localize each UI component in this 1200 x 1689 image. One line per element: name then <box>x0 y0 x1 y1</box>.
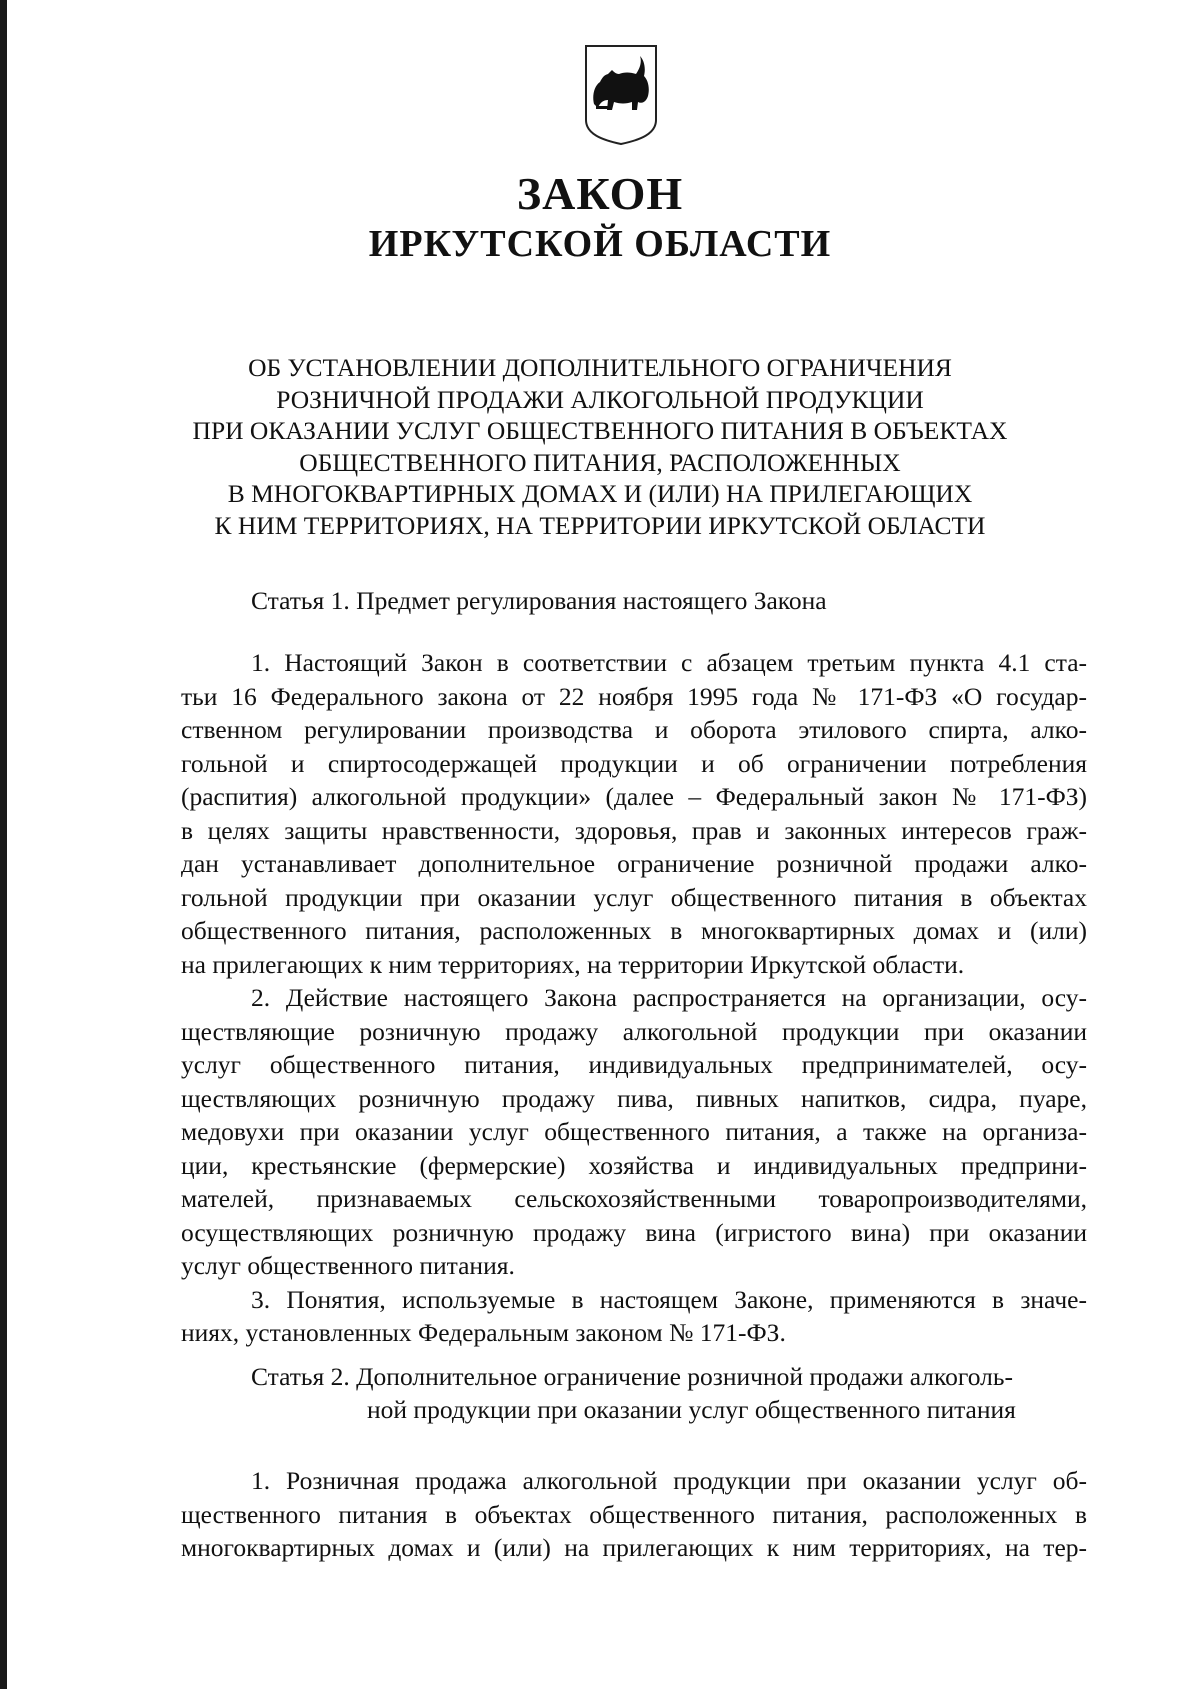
text-line: медовухи при оказании услуг общественного питания, а также на организа- <box>181 1117 1087 1146</box>
subject-line: ОБЩЕСТВЕННОГО ПИТАНИЯ, РАСПОЛОЖЕННЫХ <box>299 447 901 477</box>
text-line: общественного питания, расположенных в многоквартирных домах и (или) <box>181 916 1087 945</box>
article-2-heading <box>251 1360 1016 1426</box>
text-line: ции, крестьянские (фермерские) хозяйства и индивидуальных предприни- <box>181 1150 1087 1180</box>
text-line: услуг общественного питания, индивидуальных предпринимателей, осу- <box>181 1050 1087 1079</box>
text-line: на прилегающих к ним территориях, на территории Иркутской области. <box>181 949 965 979</box>
text-line: 3. Понятия, используемые в настоящем Законе, применяются в значе- <box>251 1284 1087 1314</box>
article-2-heading-line: ной продукции при оказании услуг общественного питания <box>367 1395 1016 1424</box>
text-line: гольной продукции при оказании услуг общественного питания в объектах <box>181 882 1087 912</box>
text-line: 1. Настоящий Закон в соответствии с абзацем третьим пункта 4.1 ста- <box>251 648 1087 677</box>
subject-line: В МНОГОКВАРТИРНЫХ ДОМАХ И (ИЛИ) НА ПРИЛЕГАЮЩИХ <box>227 479 973 508</box>
subject-line: К НИМ ТЕРРИТОРИЯХ, НА ТЕРРИТОРИИ ИРКУТСКОЙ ОБЛАСТИ <box>214 510 986 540</box>
law-region: ИРКУТСКОЙ ОБЛАСТИ <box>368 223 832 265</box>
text-line: гольной и спиртосодержащей продукции и об ограничении потребления <box>181 748 1087 778</box>
text-line: осуществляющих розничную продажу вина (игристого вина) при оказании <box>181 1217 1087 1247</box>
article-2-body <box>181 1464 1087 1565</box>
text-line: 2. Действие настоящего Закона распространяется на организации, осу- <box>251 983 1087 1012</box>
text-line: в целях защиты нравственности, здоровья, прав и законных интересов граж- <box>181 815 1087 845</box>
text-line: многоквартирных домах и (или) на прилегающих к ним территориях, на тер- <box>181 1533 1087 1562</box>
text-line: щественного питания в объектах общественного питания, расположенных в <box>181 1499 1087 1529</box>
text-line: услуг общественного питания. <box>181 1251 515 1280</box>
text-line: 1. Розничная продажа алкогольной продукции при оказании услуг об- <box>251 1466 1087 1495</box>
article-2-heading-line: Статья 2. Дополнительное ограничение розничной продажи алкоголь- <box>251 1362 1013 1391</box>
article-1-heading: Статья 1. Предмет регулирования настоящего Закона <box>251 586 827 615</box>
subject-line: РОЗНИЧНОЙ ПРОДАЖИ АЛКОГОЛЬНОЙ ПРОДУКЦИИ <box>276 384 924 414</box>
text-line: ществляющие розничную продажу алкогольной продукции при оказании <box>181 1016 1087 1046</box>
text-line: ниях, установленных Федеральным законом № 171-ФЗ. <box>181 1318 786 1347</box>
subject-line: ОБ УСТАНОВЛЕНИИ ДОПОЛНИТЕЛЬНОГО ОГРАНИЧЕНИЯ <box>248 353 952 382</box>
text-line: (распития) алкогольной продукции» (далее – Федеральный закон № 171-ФЗ) <box>181 782 1087 811</box>
article-1-body <box>181 646 1087 1350</box>
text-line: мателей, признаваемых сельскохозяйственными товаропроизводителями, <box>181 1184 1087 1213</box>
text-line: дан устанавливает дополнительное ограничение розничной продажи алко- <box>181 849 1087 878</box>
text-line: ществляющих розничную продажу пива, пивных напитков, сидра, пуаре, <box>181 1083 1087 1113</box>
subject-line: ПРИ ОКАЗАНИИ УСЛУГ ОБЩЕСТВЕННОГО ПИТАНИЯ В ОБЪЕКТАХ <box>192 416 1008 445</box>
coat-of-arms-icon <box>582 42 660 146</box>
text-line: ственном регулировании производства и оборота этилового спирта, алко- <box>181 715 1087 744</box>
text-line: тьи 16 Федерального закона от 22 ноября 1995 года № 171-ФЗ «О государ- <box>181 681 1087 711</box>
law-subject <box>160 352 1040 541</box>
law-title: ЗАКОН <box>516 168 684 219</box>
